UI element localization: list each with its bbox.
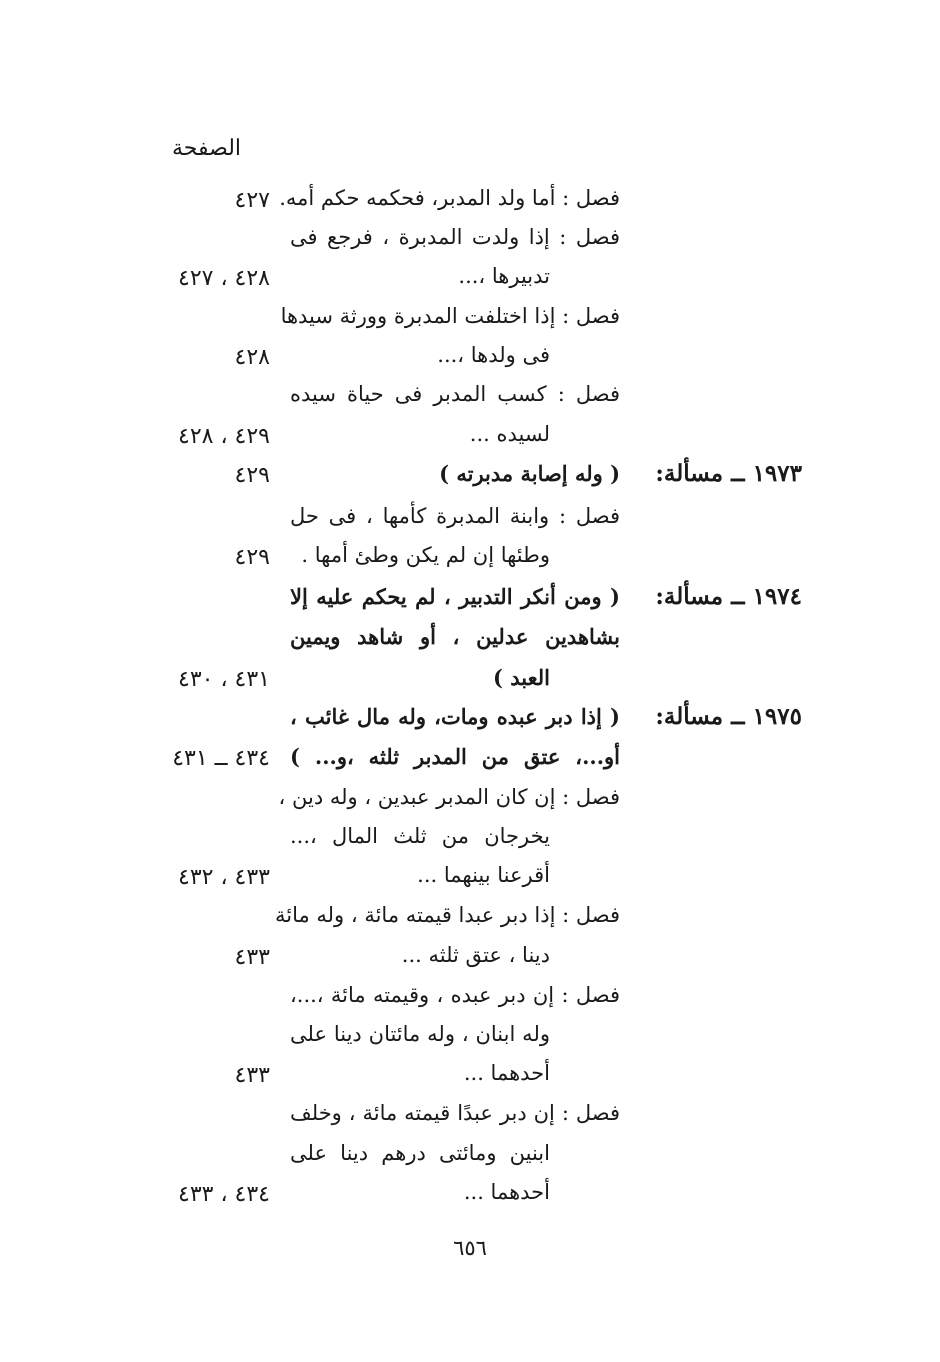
entry-text: ( وله إصابة مدبرته ): [439, 461, 620, 486]
index-entry: [0, 620, 940, 660]
entry-text: أقرعنا بينهما ...: [417, 863, 550, 887]
index-entry: [0, 979, 940, 1019]
index-entry: [0, 539, 940, 579]
masala-number: ١٩٧٣ ــ مسألة:: [655, 460, 802, 487]
entry-text: فصل : إذا اختلفت المدبرة وورثة سيدها: [280, 304, 620, 328]
entry-text: فصل : إذا ولدت المدبرة ، فرجع فى: [290, 225, 620, 249]
entry-text: فصل : إن كان المدبر عبدين ، وله دين ،: [278, 785, 620, 809]
index-entry: [0, 378, 940, 418]
index-entry: [0, 740, 940, 780]
entry-text: فصل : إن دبر عبده ، وقيمته مائة ،...،: [290, 983, 620, 1007]
entry-text: أو...، عتق من المدبر ثلثه ،و... ): [290, 744, 620, 769]
index-entry: [0, 781, 940, 821]
index-entry: [0, 820, 940, 860]
index-entry: [0, 939, 940, 979]
entry-text: فصل : إذا دبر عبدا قيمته مائة ، وله مائة: [274, 903, 620, 927]
index-entry: [0, 1176, 940, 1216]
masala-entry: [0, 580, 940, 620]
masala-entry: [0, 700, 940, 740]
entry-text: ( إذا دبر عبده ومات، وله مال غائب ،: [290, 704, 620, 729]
masala-number: ١٩٧٥ ــ مسألة:: [655, 703, 802, 730]
entry-text: ابنين ومائتى درهم دينا على: [290, 1141, 550, 1165]
index-entry: [0, 1097, 940, 1137]
index-entry: [0, 1057, 940, 1097]
index-entry: [0, 221, 940, 261]
page-number: ٦٥٦: [453, 1236, 487, 1260]
entry-text: يخرجان من ثلث المال ،...: [290, 824, 550, 848]
entry-pages: ٤٢٧: [234, 188, 270, 213]
entry-text: دينا ، عتق ثلثه ...: [401, 943, 550, 967]
entry-text: فى ولدها ،...: [437, 343, 550, 367]
entry-pages: ٤٣٣: [234, 945, 270, 970]
entry-text: وله ابنان ، وله مائتان دينا على: [290, 1022, 550, 1046]
entry-text: وطئها إن لم يكن وطئ أمها .: [301, 543, 550, 567]
masala-entry: [0, 457, 940, 497]
entry-text: لسيده ...: [469, 422, 550, 446]
entry-pages: ٤٢٨: [234, 345, 270, 370]
entry-text: فصل : إن دبر عبدًا قيمته مائة ، وخلف: [290, 1101, 620, 1125]
entry-text: أحدهما ...: [463, 1061, 550, 1085]
index-entry: [0, 300, 940, 340]
index-entry: [0, 1137, 940, 1177]
entry-text: تدبيرها ،...: [458, 264, 550, 288]
entry-pages: ٤٣٣: [234, 1063, 270, 1088]
index-entry: [0, 899, 940, 939]
entry-pages: ٤٢٩ ، ٤٢٨: [178, 424, 270, 449]
index-entry: [0, 661, 940, 701]
entry-pages: ٤٢٩: [234, 545, 270, 570]
page-column-header: الصفحة: [172, 136, 242, 161]
index-entry: [0, 182, 940, 222]
entry-pages: ٤٣٤ ، ٤٣٣: [178, 1182, 270, 1207]
entry-text: بشاهدين عدلين ، أو شاهد ويمين: [290, 624, 620, 649]
index-entry: [0, 339, 940, 379]
entry-pages: ٤٢٨ ، ٤٢٧: [178, 266, 270, 291]
entry-text: فصل : كسب المدبر فى حياة سيده: [290, 382, 620, 406]
entry-text: فصل : وابنة المدبرة كأمها ، فى حل: [290, 504, 620, 528]
entry-pages: ٤٣٣ ، ٤٣٢: [178, 865, 270, 890]
entry-text: أحدهما ...: [463, 1180, 550, 1204]
index-entry: [0, 1018, 940, 1058]
index-entry: [0, 859, 940, 899]
entry-pages: ٤٢٩: [234, 463, 270, 488]
entry-pages: ٤٣١ ، ٤٣٠: [178, 667, 270, 692]
entry-text: ( ومن أنكر التدبير ، لم يحكم عليه إلا: [290, 584, 620, 609]
index-entry: [0, 500, 940, 540]
index-entry: [0, 418, 940, 458]
entry-pages: ٤٣٤ ــ ٤٣١: [172, 746, 270, 771]
masala-number: ١٩٧٤ ــ مسألة:: [655, 583, 802, 610]
entry-text: العبد ): [493, 665, 550, 690]
entry-text: فصل : أما ولد المدبر، فحكمه حكم أمه.: [279, 186, 620, 210]
index-entry: [0, 260, 940, 300]
